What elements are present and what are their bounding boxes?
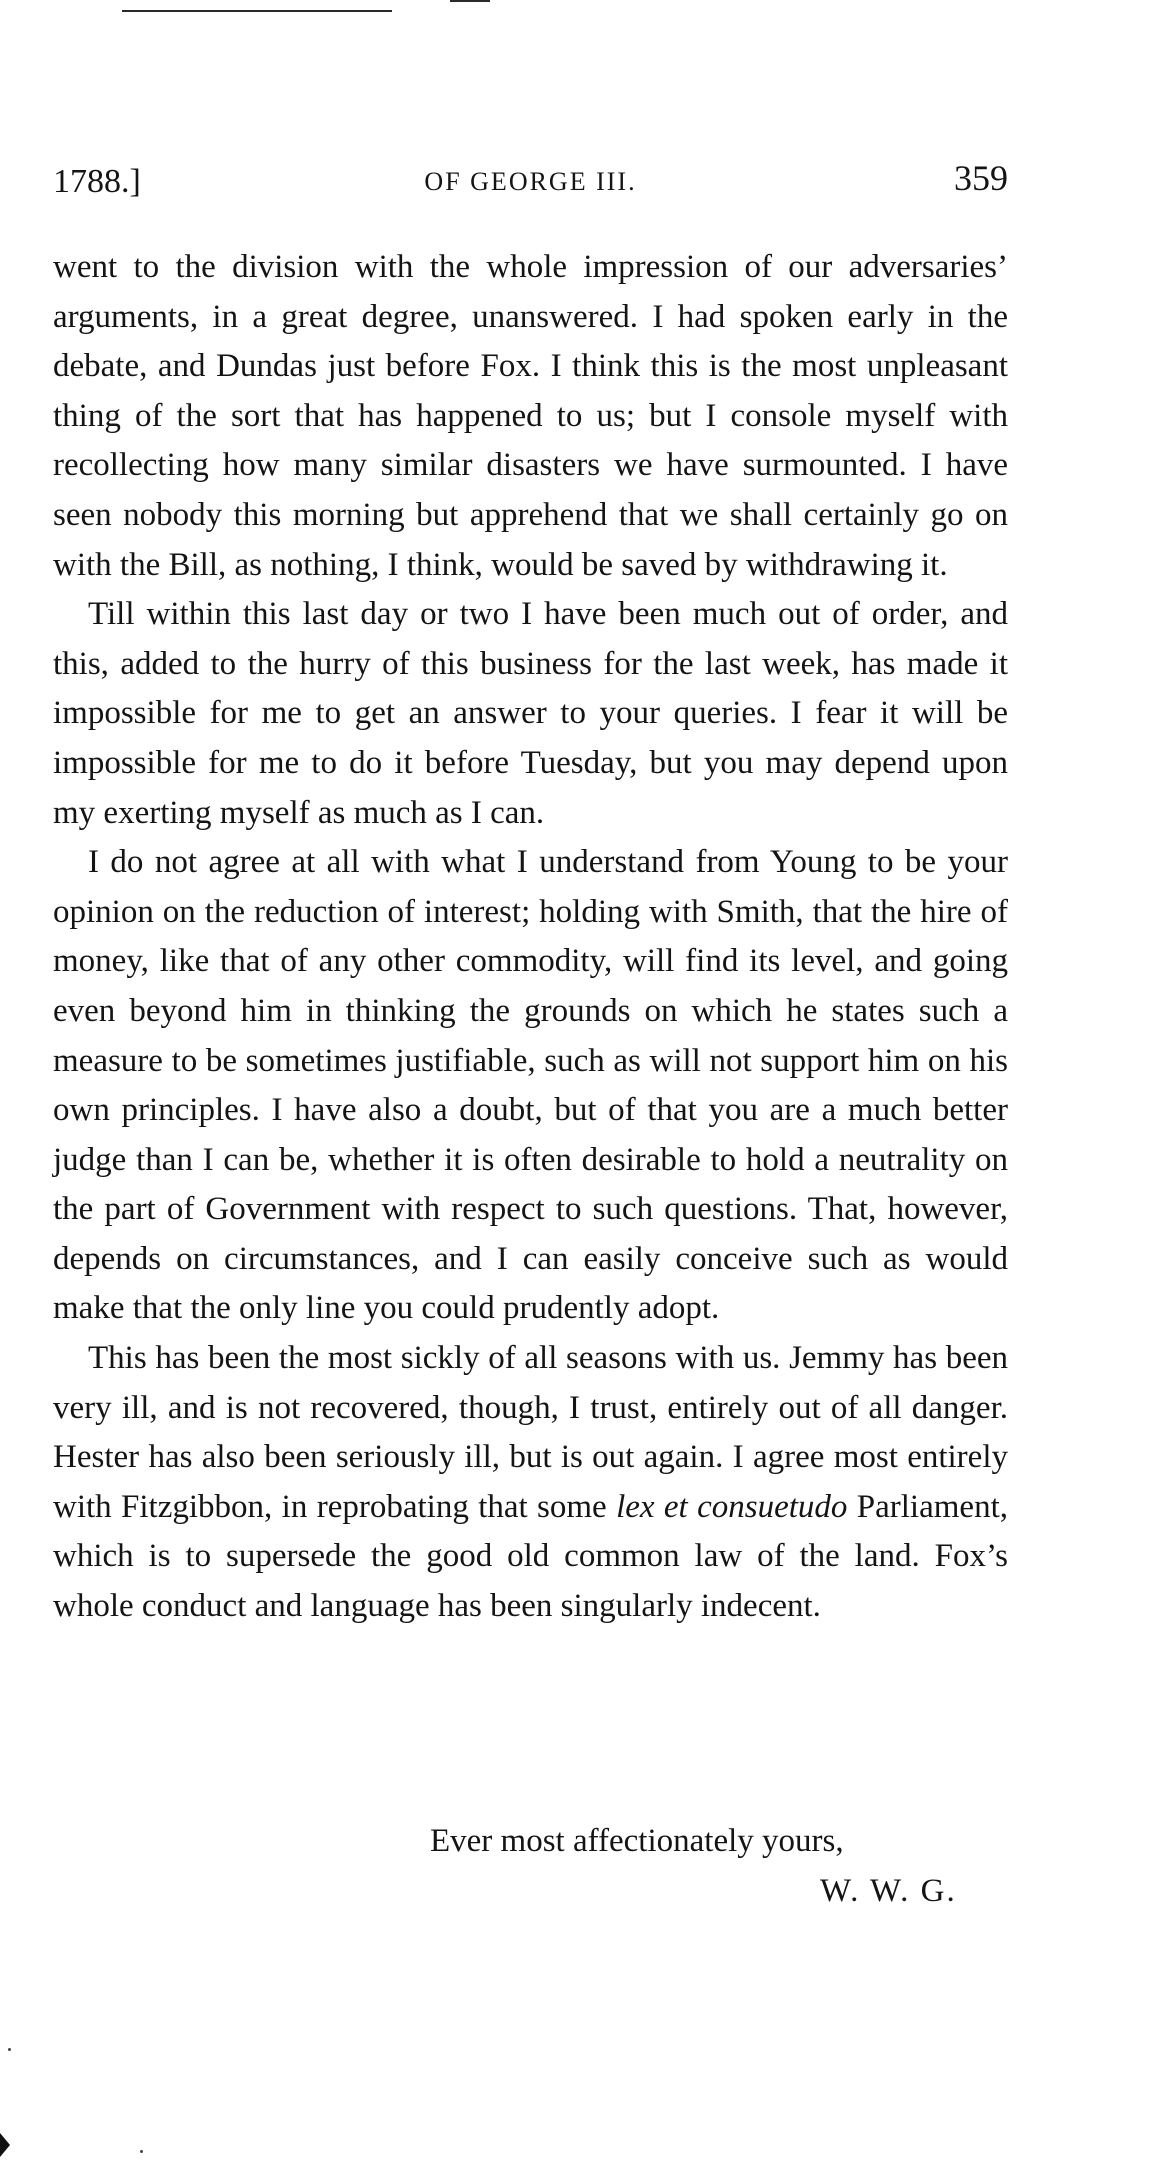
signature: W. W. G. <box>820 1873 957 1909</box>
paragraph-4 <box>53 1334 1008 1632</box>
speck <box>140 2150 143 2153</box>
speck <box>8 2048 11 2051</box>
header-title: OF GEORGE III. <box>424 167 637 196</box>
paragraph-4-italic: lex et consuetudo <box>616 1488 848 1525</box>
paragraph-2: Till within this last day or two I have been much out of order, and this, added to the hurry of this business for the last week, has made it impossible for me to get an answer to your queries. I fear it will be impossible for me to do it before Tuesday, but you may depend upon my exerting myself as much as I can. <box>53 596 1008 831</box>
margin-mark <box>0 2133 10 2157</box>
top-rule-left <box>122 10 392 12</box>
paragraph-1: went to the division with the whole impression of our adversaries’ arguments, in a great degree, unanswered. I had spoken early in the debate, and Dundas just before Fox. I think this is the most unpleasant thing of the sort that has happened to us; but I console myself with recollecting how many similar disasters we have surmounted. I have seen nobody this morning but apprehend that we shall certainly go on with the Bill, as nothing, I think, would be saved by withdrawing it. <box>53 249 1008 583</box>
paragraph-3: I do not agree at all with what I understand from Young to be your opinion on the reduction of interest; holding with Smith, that the hire of money, like that of any other commodity, will find its level, and going even beyond him in thinking the grounds on which he states such a measure to be sometimes justifiable, such as will not support him on his own principles. I have also a doubt, but of that you are a much better judge than I can be, whether it is often desirable to hold a neutrality on the part of Government with respect to such questions. That, however, depends on circumstances, and I can easily conceive such as would make that the only line you could prudently adopt. <box>53 844 1008 1327</box>
paragraph-4-text-a: This has been the most sickly of all seasons with us. Jemmy has been very ill, and is not recovered, though, I trust, entirely out of all danger. Hester has also been seriously ill, but is out again. I agree most entirely with Fitzgibbon, in reprobating that some <box>53 1340 1008 1525</box>
header-year: 1788.] <box>53 163 141 200</box>
letter-body <box>53 243 1008 1632</box>
paragraph-4-text-b: Parliament, which is to supersede the good old common law of the land. Fox’s whole conduct and language has been singularly indecent. <box>53 1488 1008 1625</box>
page-number: 359 <box>954 158 1008 198</box>
closing-line: Ever most affectionately yours, <box>430 1823 844 1859</box>
top-rule-right <box>450 0 490 2</box>
running-header <box>53 157 1008 207</box>
